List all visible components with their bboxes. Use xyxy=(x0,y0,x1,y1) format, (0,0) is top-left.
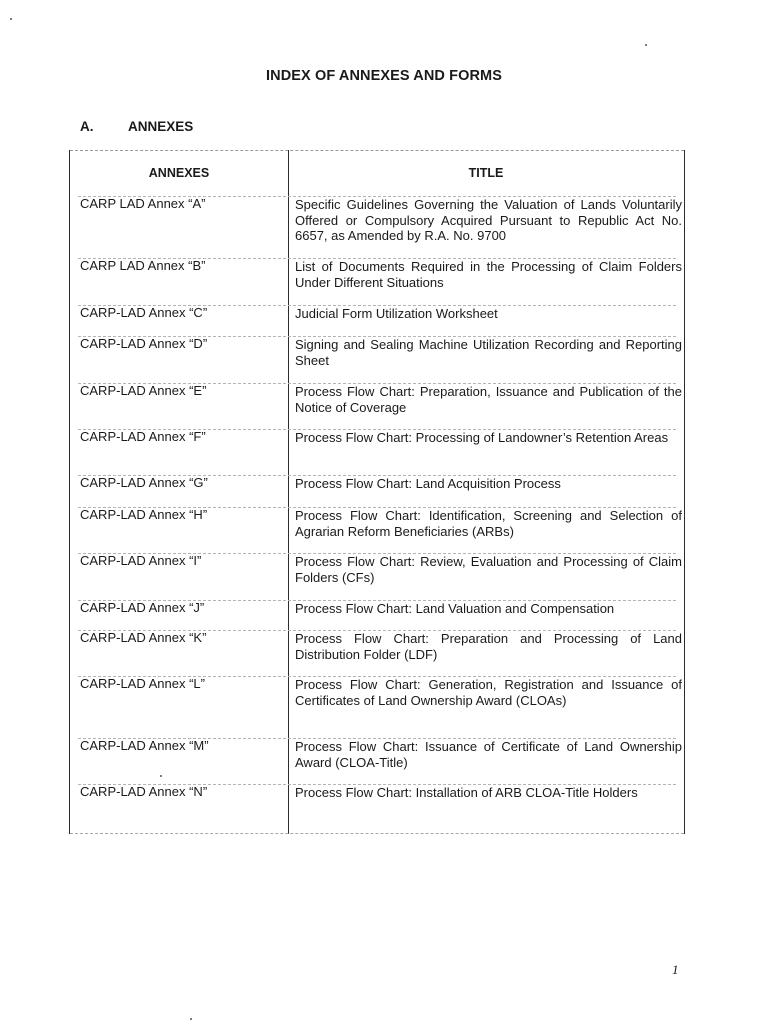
annex-title: Judicial Form Utilization Worksheet xyxy=(295,306,498,321)
table-bottom-rule xyxy=(70,833,684,834)
column-divider xyxy=(288,150,289,834)
annex-title: Process Flow Chart: Installation of ARB CLOA-Title Holders xyxy=(295,785,638,800)
annex-title: Process Flow Chart: Land Valuation and Compensation xyxy=(295,601,615,616)
annex-title: Specific Guidelines Governing the Valuation of Lands Voluntarily Offered or Compulsory Acquired Pursuant to Republic Act No. 6657, as Amended by R.A. No. 9700 xyxy=(295,197,682,243)
annex-title: Process Flow Chart: Generation, Registration and Issuance of Certificates of Land Ownership Award (CLOAs) xyxy=(295,677,682,708)
annex-label: CARP-LAD Annex “I” xyxy=(80,553,202,568)
table-top-rule xyxy=(70,150,684,151)
scan-speck xyxy=(10,18,12,20)
annex-label: CARP-LAD Annex “F” xyxy=(80,429,206,444)
annex-title: Process Flow Chart: Review, Evaluation and Processing of Claim Folders (CFs) xyxy=(295,554,682,585)
section-number: A. xyxy=(80,119,94,134)
scan-speck xyxy=(190,1018,192,1020)
column-header-annexes: ANNEXES xyxy=(148,166,210,180)
section-heading-label: ANNEXES xyxy=(128,119,194,134)
annex-title: Process Flow Chart: Land Acquisition Process xyxy=(295,476,561,491)
annex-title: Process Flow Chart: Preparation, Issuance and Publication of the Notice of Coverage xyxy=(295,384,682,415)
annex-label: CARP-LAD Annex “H” xyxy=(80,507,208,522)
annex-label: CARP-LAD Annex “M” xyxy=(80,738,209,753)
annex-title: Process Flow Chart: Processing of Landowner’s Retention Areas xyxy=(295,430,669,445)
scan-speck xyxy=(645,44,647,46)
page-number: 1 xyxy=(672,962,679,977)
annex-label: CARP-LAD Annex “K” xyxy=(80,630,207,645)
annex-label: CARP LAD Annex “A” xyxy=(80,196,206,211)
annex-label: CARP-LAD Annex “G” xyxy=(80,475,208,490)
annex-table xyxy=(69,150,685,834)
section-heading xyxy=(80,119,193,134)
annex-title: Process Flow Chart: Issuance of Certificate of Land Ownership Award (CLOA-Title) xyxy=(295,739,682,770)
annex-label: CARP LAD Annex “B” xyxy=(80,258,206,273)
annex-label: CARP-LAD Annex “E” xyxy=(80,383,207,398)
annex-label: CARP-LAD Annex “L” xyxy=(80,676,205,691)
annex-label: CARP-LAD Annex “D” xyxy=(80,336,208,351)
annex-title: List of Documents Required in the Processing of Claim Folders Under Different Situations xyxy=(295,259,682,290)
annex-title: Process Flow Chart: Identification, Screening and Selection of Agrarian Reform Beneficiaries (ARBs) xyxy=(295,508,682,539)
annex-label: CARP-LAD Annex “N” xyxy=(80,784,208,799)
annex-label: CARP-LAD Annex “J” xyxy=(80,600,205,615)
annex-title: Process Flow Chart: Preparation and Processing of Land Distribution Folder (LDF) xyxy=(295,631,682,662)
annex-title: Signing and Sealing Machine Utilization Recording and Reporting Sheet xyxy=(295,337,682,368)
annex-label: CARP-LAD Annex “C” xyxy=(80,305,208,320)
scan-speck xyxy=(160,775,162,777)
column-header-title: TITLE xyxy=(468,166,504,180)
page-title: INDEX OF ANNEXES AND FORMS xyxy=(266,68,502,84)
